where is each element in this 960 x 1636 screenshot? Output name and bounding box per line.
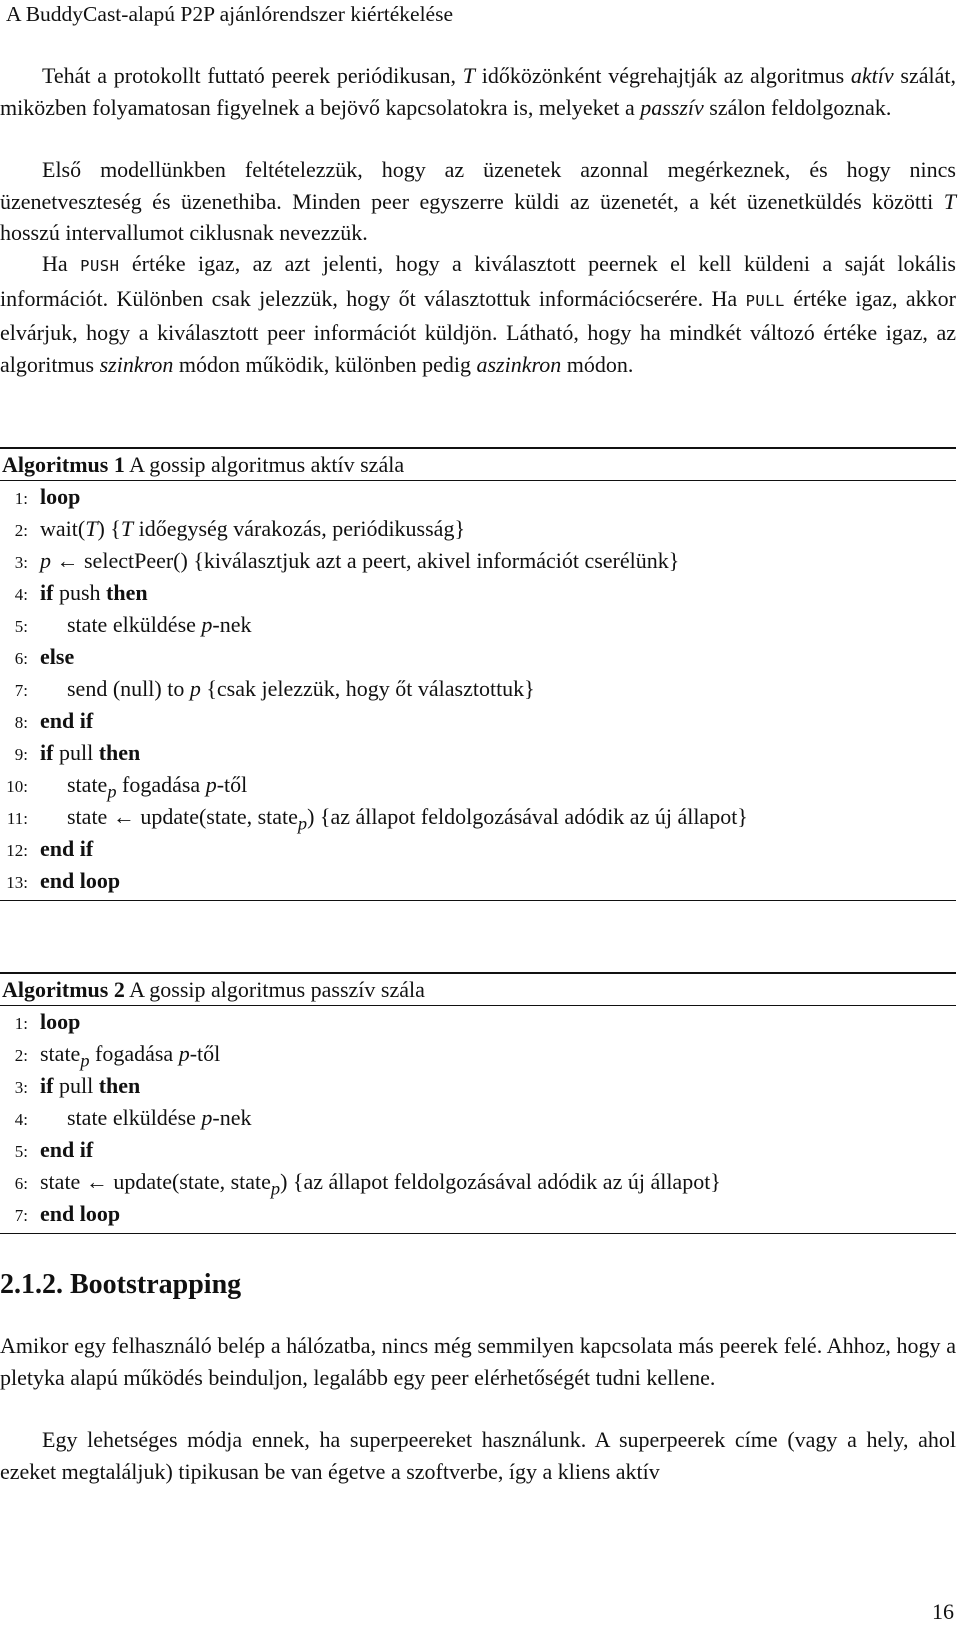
algorithm-line: 2: wait(T) {T időegység várakozás, periódikusság} [14,516,466,541]
algorithm-line: 1: loop [14,1009,81,1034]
emph-szinkron: szinkron [99,351,174,377]
body-paragraph-2: Egy lehetséges módja ennek, ha superpeereket használunk. A superpeerek címe (vagy a hely, ahol ezeket megtaláljuk) tipikusan be van égetve a szoftverbe, így a kliens aktív [0,1427,956,1484]
algorithm-line: 6: state ← update(state, state$_p$) {az állapot feldolgozásával adódik az új állapot} [14,1169,721,1199]
section-title: 2.1.2. Bootstrapping [0,1269,242,1300]
algorithm-caption: Algoritmus 1 A gossip algoritmus aktív szála [2,452,405,477]
var-push: PUSH [80,257,120,275]
algorithm-line: 1: loop [14,484,81,509]
algorithm-1 [0,447,956,901]
intro-paragraph-3: Ha PUSH értéke igaz, az azt jelenti, hogy a kiválasztott peernek el kell küldeni a saját lokális információt. Különben csak jelezzük, hogy őt választottuk információcserére. Ha PULL értéke igaz, akkor elvárjuk, hogy a kiválasztott peer információt küldjön. Látható, hogy ha mindkét változó értéke igaz, az algoritmus szinkron módon működik, különben pedig aszinkron módon. [0,251,956,377]
algorithm-line: 6: else [14,644,75,669]
algorithm-line: 13: end loop [6,868,121,893]
algorithm-line: 12: end if [6,836,94,861]
var-pull: PULL [745,291,785,310]
algorithm-line: 3: p ← selectPeer() {kiválasztjuk azt a peert, akivel információt cserélünk} [14,548,680,573]
algorithm-line: 7: end loop [14,1201,121,1226]
math-T: T [943,188,956,214]
algorithm-line: 2: state$_p$ fogadása p-től [14,1041,221,1071]
algorithm-line: 3: if pull then [14,1073,141,1098]
emph-aszinkron: aszinkron [476,351,562,377]
math-T: T [462,63,476,88]
intro-paragraph-2: Első modellünkben feltételezzük, hogy az üzenetek azonnal megérkeznek, és hogy nincs üzenetveszteség és üzenethiba. Minden peer egyszerre küldi az üzenetét, a két üzenetküldés közötti T hosszú intervallumot ciklusnak nevezzük. [0,157,956,245]
intro-paragraph-1: Tehát a protokollt futtató peerek periódikusan, T időközönként végrehajtják az algoritmus aktív szálát, miközben folyamatosan figyelnek a bejövő kapcsolatokra is, melyeket a passzív szálon feldolgoznak. [0,63,956,120]
emph-passziv: passzív [640,94,704,120]
algorithm-line: 4: state elküldése p-nek [14,1105,252,1130]
running-header: A BuddyCast-alapú P2P ajánlórendszer kiértékelése [6,2,453,26]
algorithm-line: 5: state elküldése p-nek [14,612,252,637]
algorithm-line: 5: end if [14,1137,94,1162]
algorithm-2 [0,972,956,1234]
emph-aktiv: aktív [850,63,894,88]
page-number: 16 [932,1599,954,1624]
algorithm-line: 8: end if [14,708,94,733]
algorithm-line: 4: if push then [14,580,148,605]
algorithm-bottom-rule [0,900,956,901]
algorithm-caption: Algoritmus 2 A gossip algoritmus passzív szála [2,977,425,1002]
algorithm-line: 7: send (null) to p {csak jelezzük, hogy őt választottuk} [14,676,535,701]
algorithm-line: 9: if pull then [14,740,141,765]
algorithm-line: 11: state ← update(state, state$_p$) {az állapot feldolgozásával adódik az új állapot} [6,804,748,834]
body-paragraph-1: Amikor egy felhasználó belép a hálózatba, nincs még semmilyen kapcsolata más peerek felé. Ahhoz, hogy a pletyka alapú működés beinduljon, legalább egy peer elérhetőségét tudni kellene. [0,1333,956,1390]
algorithm-bottom-rule [0,1233,956,1234]
algorithm-line: 10: state$_p$ fogadása p-től [6,772,248,802]
